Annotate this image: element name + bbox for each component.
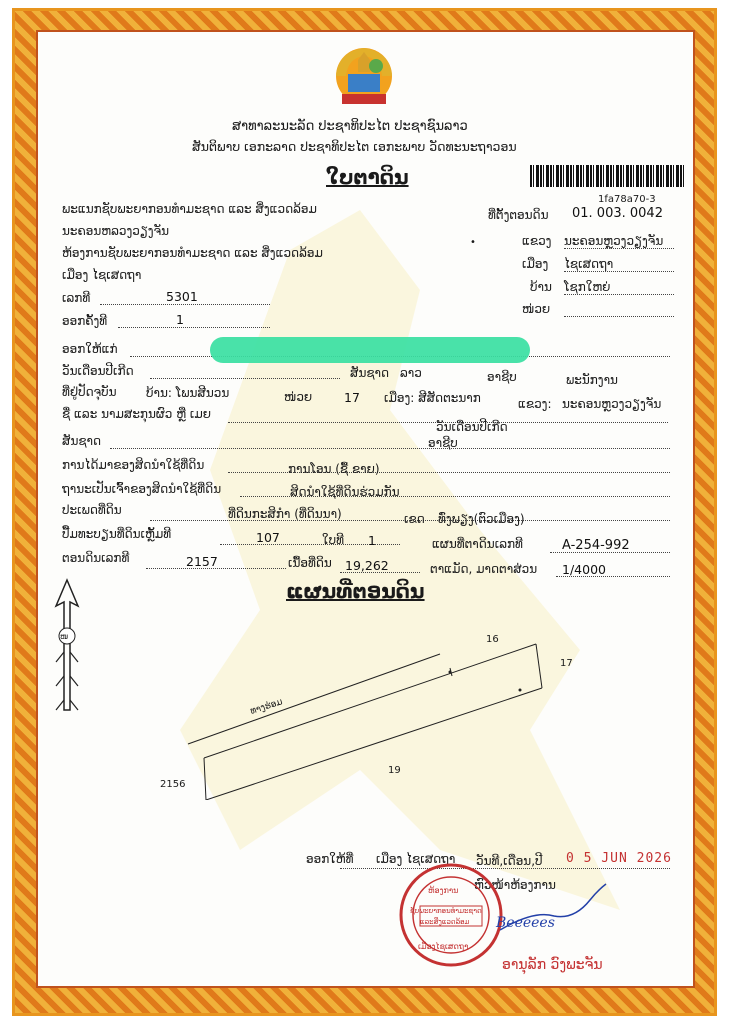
road-label: ທາງຮ່ອມ — [249, 697, 284, 717]
head-of-office-label: ຫົວໜ້າຫ້ອງການ — [474, 878, 556, 892]
village-label: ບ້ານ — [530, 280, 552, 294]
signer-name: ອານຸລັກ ວົງພະຈັນ — [502, 957, 603, 973]
map-value: A-254-992 — [562, 538, 630, 553]
barcode — [530, 165, 685, 187]
scale-value: 1/4000 — [562, 562, 606, 577]
area-label: ເນື້ອທີ່ດິນ — [288, 556, 332, 570]
office-name: ຫ້ອງການຊັບພະຍາກອນທຳມະຊາດ ແລະ ສິ່ງແວດລ້ອມ — [62, 246, 323, 260]
issued-to-label: ອອກໃຫ້ແກ່ — [62, 342, 118, 356]
dob-label: ວັນເດືອນປີເກີດ — [62, 364, 134, 378]
boundary-17: 17 — [560, 658, 573, 669]
redacted-name-highlight — [210, 337, 530, 363]
unit-label: ໜ່ວຍ — [522, 302, 551, 316]
status-value: ສິດນຳໃຊ້ທີ່ດິນຮ່ວມກັນ — [290, 485, 400, 499]
seal-text-4: ເມືອງໄຊເສດຖາ — [418, 942, 469, 951]
address-village: ບ້ານ: ໂພນສີນວນ — [146, 386, 230, 400]
office-district: ເມືອງ ໄຊເສດຖາ — [62, 268, 142, 282]
spouse-dob-label: ວັນເດືອນປີເກີດ — [436, 420, 508, 434]
issued-at-place: ເມືອງ ໄຊເສດຖາ — [376, 852, 456, 866]
type-label: ປະເພດທີ່ດິນ — [62, 503, 122, 517]
spouse-label: ຊື່ ແລະ ນາມສະກຸນຜົວ ຫຼື ເມຍ — [62, 407, 212, 421]
type-value: ທີ່ດິນກະສິກຳ (ທີ່ດິນນາ) — [228, 507, 342, 521]
page-label: ໃບທີ — [322, 533, 344, 547]
capital-name: ນະຄອນຫລວງວຽງຈັນ — [62, 224, 170, 238]
boundary-2156: 2156 — [160, 779, 186, 790]
province-label: ແຂວງ — [522, 234, 552, 248]
map-label: ແຜນທີ່ຕາດິນເລກທີ — [432, 537, 523, 551]
parcel-value: 2157 — [186, 554, 218, 569]
zone-value: ທົ່ງພຽງ(ຕົວເມືອງ) — [438, 512, 525, 526]
issued-at-label: ອອກໃຫ້ທີ່ — [306, 852, 354, 866]
nationality-value: ລາວ — [400, 366, 422, 380]
status-label: ຖານະເປັນເຈົ້າຂອງສິດນຳໃຊ້ທີ່ດິນ — [62, 482, 222, 496]
header-country: ສາທາລະນະລັດ ປະຊາທິປະໄຕ ປະຊາຊົນລາວ — [232, 119, 468, 134]
spouse-occupation-label: ອາຊີບ — [428, 436, 458, 450]
book-value: 107 — [256, 530, 280, 545]
zone-label: ເຂດ — [404, 512, 425, 526]
right-district-label: ເມືອງ — [522, 257, 549, 271]
document-code: 1fa78a70-3 — [598, 194, 656, 205]
boundary-19: 19 — [388, 765, 401, 776]
address-province-value: ນະຄອນຫຼວງວຽງຈັນ — [562, 397, 662, 411]
spouse-nationality-label: ສັນຊາດ — [62, 434, 102, 448]
location-value: 01. 003. 0042 — [572, 206, 663, 221]
book-label: ປື້ມທະບຽນທີ່ດິນເຫຼັ້ມທີ — [62, 527, 172, 541]
signature: Beeeees — [496, 915, 555, 931]
page-title: ໃບຕາດິນ — [326, 165, 409, 189]
address-province-label: ແຂວງ: — [518, 397, 552, 411]
north-label: ໜ — [60, 632, 69, 641]
date-label: ວັນທີ,ເດືອນ,ປີ — [476, 854, 543, 868]
address-unit-label: ໜ່ວຍ — [284, 390, 313, 404]
occupation-label: ອາຊີບ — [487, 370, 517, 384]
acquire-label: ການໄດ້ມາຂອງສິດນຳໃຊ້ທີ່ດິນ — [62, 458, 205, 472]
parcel-label: ຕອນດິນເລກທີ — [62, 551, 130, 565]
number-label: ເລກທີ — [62, 291, 91, 305]
right-district-value: ໄຊເສດຖາ — [564, 257, 614, 271]
parcel-sketch — [180, 640, 550, 800]
address-label: ທີ່ຢູ່ປັດຈຸບັນ — [62, 385, 117, 399]
address-district: ເມືອງ: ສີສັດຕະນາກ — [384, 391, 481, 405]
location-label: ທີ່ຕັ້ງຕອນດິນ — [488, 208, 549, 222]
seal-text-1: ຫ້ອງການ — [428, 886, 459, 895]
area-value: 19,262 — [345, 558, 389, 573]
map-title: ແຜນທີ່ຕອນດິນ — [286, 579, 425, 603]
north-arrow-icon — [50, 576, 84, 716]
seal-text-3: ແລະສິ່ງແວດລ້ອມ — [420, 918, 470, 926]
ministry-name: ພະແນກຊັບພະຍາກອນທຳມະຊາດ ແລະ ສິ່ງແວດລ້ອມ — [62, 202, 317, 216]
mark-dot: • — [470, 237, 476, 248]
issue-date: 0 5 JUN 2026 — [566, 851, 672, 866]
province-value: ນະຄອນຫຼວງວຽງຈັນ — [564, 234, 664, 248]
signature-stroke — [494, 880, 614, 940]
page-value: 1 — [368, 533, 376, 548]
issue-label: ອອກຄັ້ງທີ — [62, 314, 108, 328]
boundary-16: 16 — [486, 634, 499, 645]
header-motto: ສັນຕິພາບ ເອກະລາດ ປະຊາທິປະໄຕ ເອກະພາບ ວັດທະນະຖາວອນ — [192, 139, 517, 154]
national-emblem-icon — [328, 44, 400, 112]
acquire-value: ການໂອນ (ຊື້ ຂາຍ) — [288, 462, 380, 476]
occupation-value: ພະນັກງານ — [566, 373, 618, 387]
issue-value: 1 — [176, 312, 184, 327]
nationality-label: ສັນຊາດ — [350, 366, 390, 380]
address-unit-value: 17 — [344, 390, 360, 405]
scale-label: ຕາແມັດ, ມາດຕາສ່ວນ — [430, 562, 538, 576]
village-value: ໂຊກໃຫຍ່ — [564, 280, 611, 294]
number-value: 5301 — [166, 289, 198, 304]
seal-text-2: ຊັບພະຍາກອນທຳມະຊາດ — [410, 907, 482, 915]
